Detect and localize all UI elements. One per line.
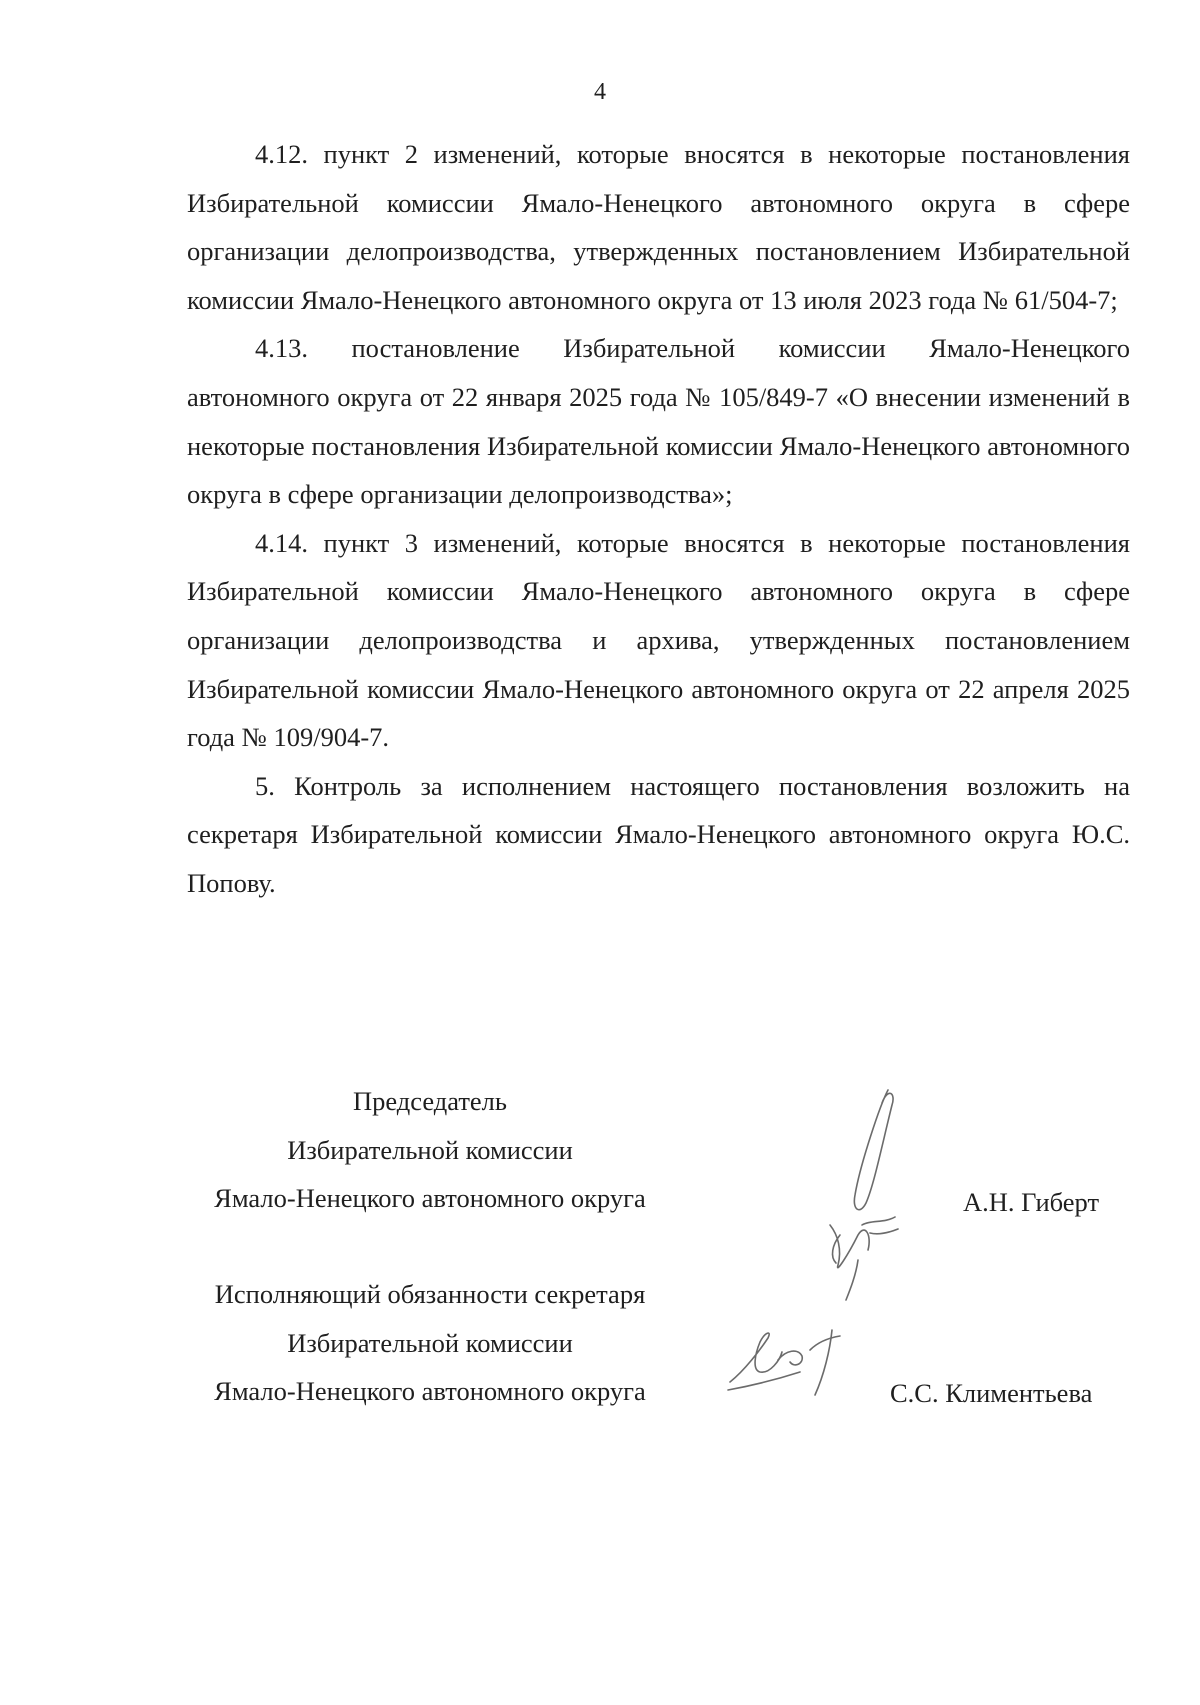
document-body [187,130,1130,908]
secretary-position-line: Избирательной комиссии [287,1327,573,1358]
paragraph-5: 5. Контроль за исполнением настоящего постановления возложить на секретаря Избирательной комиссии Ямало-Ненецкого автономного округа Ю.С. Попову. [187,770,1130,898]
secretary-signature [720,1320,870,1400]
chairman-position-line: Избирательной комиссии [287,1134,573,1165]
chairman-position-line: Ямало-Ненецкого автономного округа [214,1183,646,1214]
secretary-position [170,1270,690,1416]
chairman-position-line: Председатель [353,1086,507,1116]
paragraph-4-14: 4.14. пункт 3 изменений, которые вносятся в некоторые постановления Избирательной комиссии Ямало-Ненецкого автономного округа в сфере организации делопроизводства и архива, утвержденных постановлением Избирательной комиссии Ямало-Ненецкого автономного округа от 22 апреля 2025 года № 109/904-7. [187,527,1130,753]
secretary-position-line: Ямало-Ненецкого автономного округа [214,1376,646,1407]
page-number: 4 [594,79,606,105]
secretary-position-line: Исполняющий обязанности секретаря [214,1279,646,1309]
chairman-signature [810,1085,920,1310]
paragraph-4-12: 4.12. пункт 2 изменений, которые вносятся в некоторые постановления Избирательной комиссии Ямало-Ненецкого автономного округа в сфере организации делопроизводства, утвержденных постановлением Избирательной комиссии Ямало-Ненецкого автономного округа от 13 июля 2023 года № 61/504-7; [187,139,1130,315]
secretary-name: С.С. Климентьева [890,1378,1093,1408]
chairman-position [170,1077,690,1223]
paragraph-4-13: 4.13. постановление Избирательной комиссии Ямало-Ненецкого автономного округа от 22 января 2025 года № 105/849-7 «О внесении изменений в некоторые постановления Избирательной комиссии Ямало-Ненецкого автономного округа в сфере организации делопроизводства»; [187,333,1130,510]
chairman-name: А.Н. Гиберт [963,1187,1100,1217]
